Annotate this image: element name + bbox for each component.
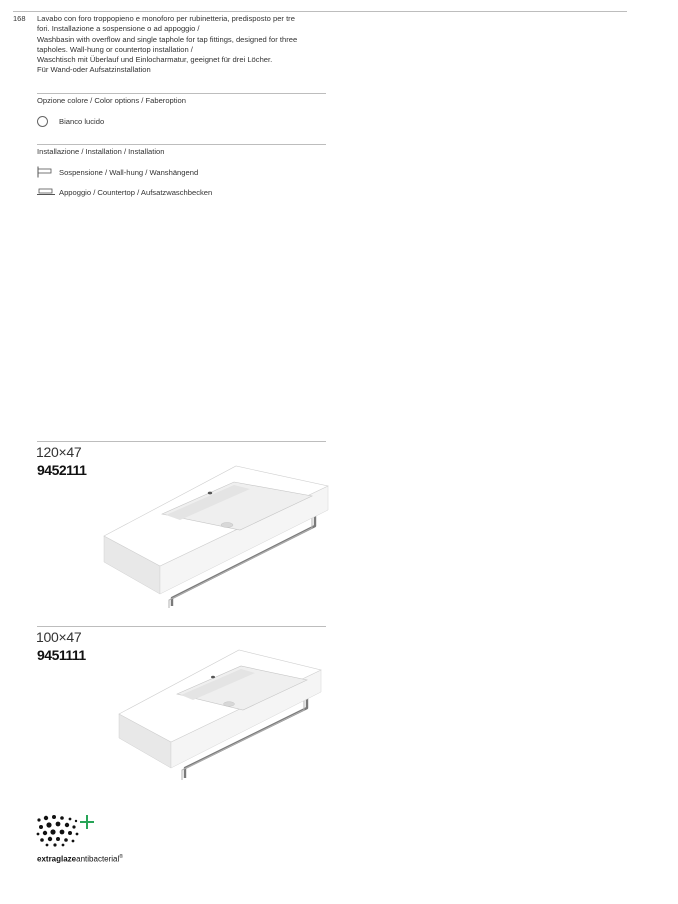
product-size: 120×47	[36, 444, 82, 460]
product-description	[37, 14, 327, 76]
logo-light-text: antibacterial	[76, 854, 120, 864]
product-code: 9451111	[37, 647, 86, 663]
top-divider	[13, 11, 627, 12]
registered-mark: ®	[119, 854, 123, 860]
description-line: Lavabo con foro troppopieno e monoforo per rubinetteria, predisposto per tre	[37, 14, 295, 23]
page-number: 168	[13, 14, 26, 23]
description-line: Waschtisch mit Überlauf und Einlocharmatur, geeignet für drei Löcher.	[37, 55, 273, 65]
installation-title: Installazione / Installation / Installation	[37, 147, 165, 156]
installation-label: Appoggio / Countertop / Aufsatzwaschbecken	[59, 187, 213, 197]
washbasin-image	[115, 644, 325, 786]
color-option-item	[37, 114, 104, 128]
installation-item-wall-hung	[37, 165, 198, 179]
product-divider	[37, 626, 326, 627]
washbasin-image	[100, 458, 332, 614]
installation-item-countertop	[37, 185, 212, 199]
product-divider	[37, 441, 326, 442]
color-swatch-icon	[37, 114, 55, 128]
description-line: Für Wand-oder Aufsatzinstallation	[37, 65, 151, 75]
description-line: tapholes. Wall-hung or countertop installation /	[37, 44, 193, 54]
product-code: 9452111	[37, 462, 87, 478]
description-line: fori. Installazione a sospensione o ad appoggio /	[37, 24, 200, 34]
color-option-label: Bianco lucido	[59, 116, 105, 126]
logo-bold-text: extraglaze	[37, 854, 77, 864]
installation-label: Sospensione / Wall-hung / Wanshängend	[59, 167, 199, 177]
installation-divider	[37, 144, 326, 145]
color-options-divider	[37, 93, 326, 94]
description-line: Washbasin with overflow and single taphole for tap fittings, designed for three	[37, 34, 298, 44]
logo-wordmark	[37, 854, 123, 864]
extraglaze-logo-icon	[36, 814, 100, 848]
countertop-icon	[37, 185, 55, 199]
product-size: 100×47	[36, 629, 82, 645]
color-options-title: Opzione colore / Color options / Faberoption	[37, 96, 187, 105]
wall-hung-icon	[37, 165, 55, 179]
